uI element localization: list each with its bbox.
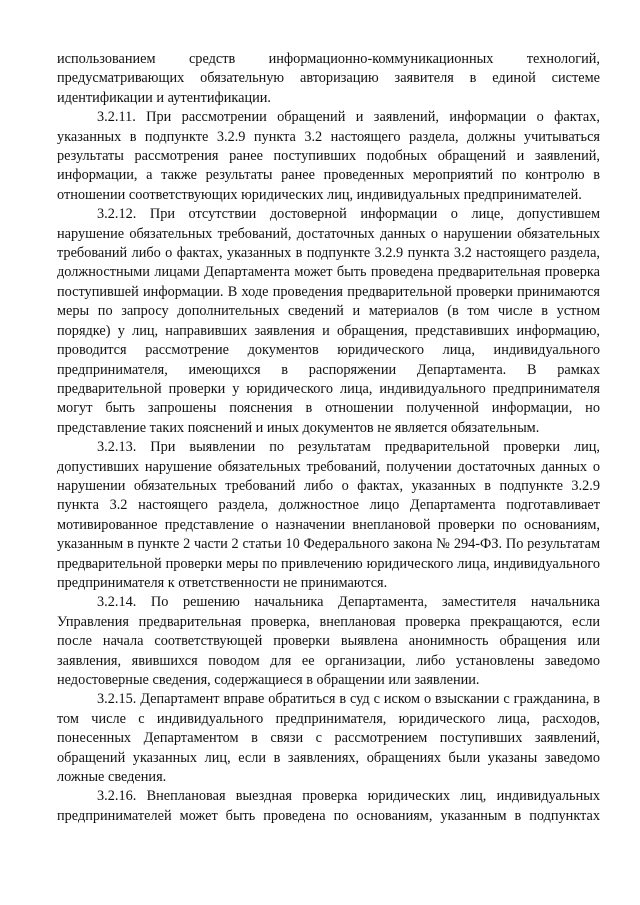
paragraph-3-2-14: 3.2.14. По решению начальника Департамента, заместителя начальника Управления предварительная проверка, внеплановая проверка прекращаются, если после начала соответствующей проверки выявлена анонимность обращения или заявления, явившихся поводом для ее организации, либо установлены заведомо недостоверные сведения, содержащиеся в обращении или заявлении. — [57, 594, 600, 688]
paragraph-3-2-13: 3.2.13. При выявлении по результатам предварительной проверки лиц, допустивших нарушение обязательных требований, получении достаточных данных о нарушении обязательных требований либо о фактах, указанных в подпункте 3.2.9 пункта 3.2 настоящего раздела, должностное лицо Департамента подготавливает мотивированное представление о назначении внеплановой проверки по основаниям, указанным в пункте 2 части 2 статьи 10 Федерального закона № 294-ФЗ. По результатам предварительной проверки меры по привлечению юридического лица, индивидуального предпринимателя к ответственности не принимаются. — [57, 439, 600, 591]
document-page — [57, 50, 600, 826]
paragraph-3-2-15: 3.2.15. Департамент вправе обратиться в суд с иском о взыскании с гражданина, в том числе с индивидуального предпринимателя, юридического лица, расходов, понесенных Департаментом в связи с рассмотрением поступивших заявлений, обращений указанных лиц, если в заявлениях, обращениях были указаны заведомо ложные сведения. — [57, 691, 600, 786]
paragraph-3-2-11: 3.2.11. При рассмотрении обращений и заявлений, информации о фактах, указанных в подпункте 3.2.9 пункта 3.2 настоящего раздела, должны учитываться результаты рассмотрения ранее поступивших подобных обращений и заявлений, информации, а также результаты ранее проведенных мероприятий по контролю в отношении соответствующих юридических лиц, индивидуальных предпринимателей. — [57, 109, 600, 203]
paragraph-continuation: использованием средств информационно-коммуникационных технологий, предусматривающих обязательную авторизацию заявителя в единой системе идентификации и аутентификации. — [57, 51, 600, 106]
paragraph-3-2-16: 3.2.16. Внеплановая выездная проверка юридических лиц, индивидуальных предпринимателей может быть проведена по основаниям, указанным в подпунктах — [57, 788, 600, 824]
paragraph-3-2-12: 3.2.12. При отсутствии достоверной информации о лице, допустившем нарушение обязательных требований, достаточных данных о нарушении обязательных требований либо о фактах, указанных в подпункте 3.2.9 пункта 3.2 настоящего раздела, должностными лицами Департамента может быть проведена предварительная проверка поступившей информации. В ходе проведения предварительной проверки принимаются меры по запросу дополнительных сведений и материалов (в том числе в устном порядке) у лиц, направивших заявления и обращения, представивших информацию, проводится рассмотрение документов юридического лица, индивидуального предпринимателя, имеющихся в распоряжении Департамента. В рамках предварительной проверки у юридического лица, индивидуального предпринимателя могут быть запрошены пояснения в отношении полученной информации, но представление таких пояснений и иных документов не является обязательным. — [57, 206, 600, 436]
